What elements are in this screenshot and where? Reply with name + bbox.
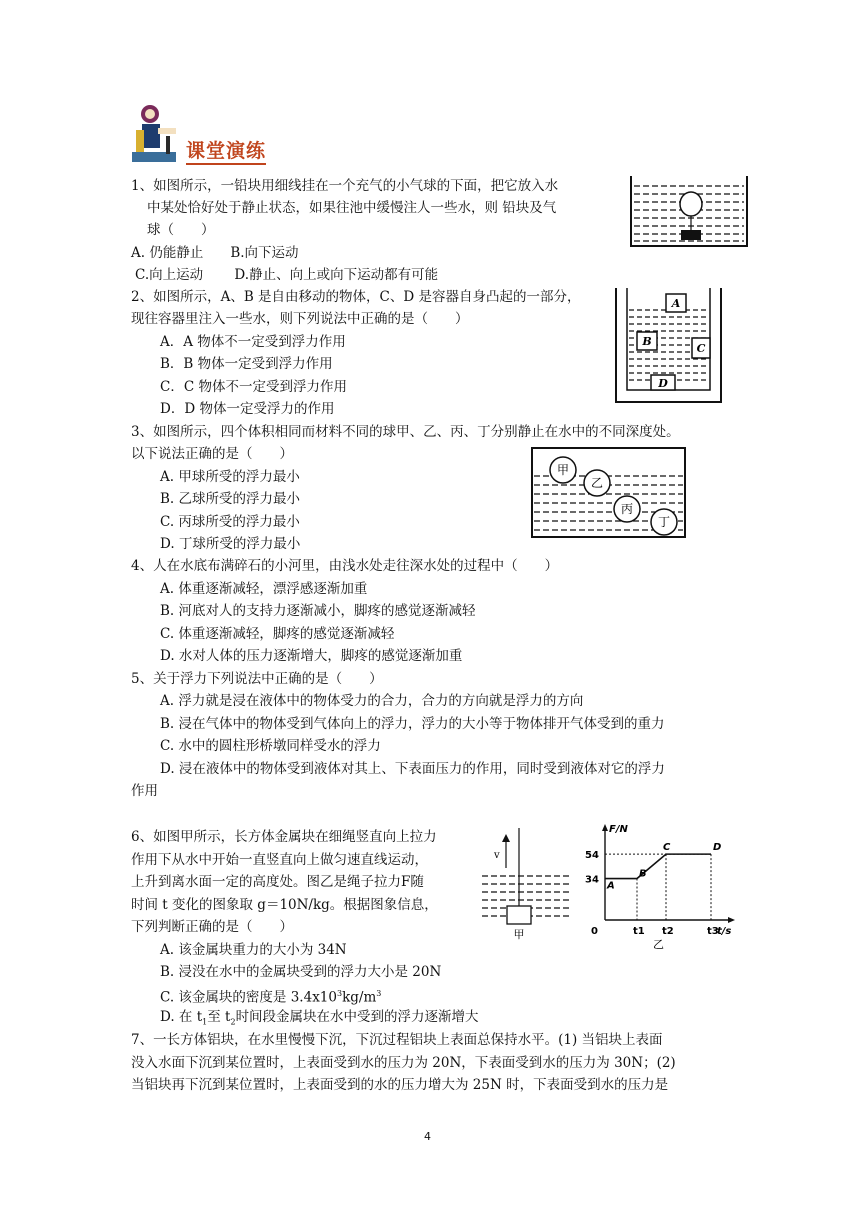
q3-line-1: 3、如图所示，四个体积相同而材料不同的球甲、乙、丙、丁分别静止在水中的不同深度处。: [131, 424, 680, 440]
point-label-C: C: [663, 842, 671, 854]
q2-option-a: A．A 物体不一定受到浮力作用: [160, 334, 346, 350]
q6-option-a: A. 该金属块重力的大小为 34N: [160, 942, 347, 958]
q2-option-d: D．D 物体一定受浮力的作用: [160, 401, 335, 417]
label-a: A: [671, 297, 681, 310]
section-banner: [128, 100, 288, 166]
q6-option-d: D. 在 $t_1$至 $t_2$时间段金属块在水中受到的浮力逐渐增大: [160, 1009, 479, 1027]
y-tick-34: 34: [585, 874, 599, 886]
q6-chart: [583, 818, 739, 952]
q6-line-4: 时间 t 变化的图象取 g＝10N/kg。根据图象信息，: [131, 897, 438, 913]
q3-option-c: C. 丙球所受的浮力最小: [160, 514, 300, 530]
point-label-A: A: [607, 880, 615, 892]
teacher-icon: [128, 100, 188, 166]
page-number: 4: [424, 1130, 431, 1143]
label-b: B: [642, 335, 652, 348]
x-tick-t1: t1: [633, 926, 645, 937]
origin-label: 0: [591, 926, 598, 937]
x-tick-t3: t3: [707, 926, 719, 937]
q5-option-b: B. 浸在气体中的物体受到气体向上的浮力，浮力的大小等于物体排开气体受到的重力: [160, 716, 665, 732]
lead-block-shape: [681, 230, 701, 240]
q7-line-2: 没入水面下沉到某位置时，上表面受到水的压力为 20N，下表面受到水的压力为 30N；(2): [131, 1055, 676, 1071]
q4-option-c: C. 体重逐渐减轻，脚疼的感觉逐渐减轻: [160, 626, 395, 642]
q3-option-d: D. 丁球所受的浮力最小: [160, 536, 301, 552]
q7-line-3: 当铝块再下沉到某位置时，上表面受到的水的压力增大为 25N 时，下表面受到水的压力是: [131, 1077, 669, 1093]
q3-line-2: 以下说法正确的是（ ）: [131, 446, 293, 462]
point-label-D: D: [713, 842, 722, 854]
q2-option-c: C．C 物体不一定受到浮力作用: [160, 379, 347, 395]
q5-option-d-cont: 作用: [131, 783, 158, 799]
q6-figure-jia: [480, 826, 574, 940]
velocity-arrow-icon: [502, 834, 510, 842]
q6-line-3: 上升到离水面一定的高度处。图乙是绳子拉力F随: [131, 874, 424, 890]
q5-line-1: 5、关于浮力下列说法中正确的是（ ）: [131, 671, 383, 687]
q3-option-b: B. 乙球所受的浮力最小: [160, 491, 301, 507]
x-axis-label: t/s: [717, 926, 732, 937]
q6-option-c: C. 该金属块的密度是 $3.4x10^3kg/m^3$: [160, 989, 382, 1006]
q7-line-1: 7、一长方体铝块，在水里慢慢下沉，下沉过程铝块上表面总保持水平。(1) 当铝块上表面: [131, 1032, 663, 1048]
fig-jia-caption: 甲: [513, 928, 525, 940]
point-label-B: B: [639, 868, 647, 880]
q1-line-2: 中某处恰好处于静止状态，如果往池中缓慢注人一些水，则 铅块及气: [147, 200, 557, 216]
q1-figure: [629, 174, 751, 250]
q5-option-a: A. 浮力就是浸在液体中的物体受力的合力，合力的方向就是浮力的方向: [160, 693, 584, 709]
q2-option-b: B．B 物体一定受到浮力作用: [160, 356, 333, 372]
q5-option-c: C. 水中的圆柱形桥墩同样受水的浮力: [160, 738, 381, 754]
q4-line-1: 4、人在水底布满碎石的小河里，由浅水处走往深水处的过程中（ ）: [131, 558, 559, 574]
q1-option-cd: C.向上运动 D.静止、向上或向下运动都有可能: [135, 267, 439, 283]
q4-option-b: B. 河底对人的支持力逐渐减小，脚疼的感觉逐渐减轻: [160, 603, 476, 619]
q6-line-5: 下列判断正确的是（ ）: [131, 919, 293, 935]
force-series-line: [605, 854, 711, 878]
y-tick-54: 54: [585, 850, 599, 862]
q4-option-d: D. 水对人体的压力逐渐增大，脚疼的感觉逐渐加重: [160, 648, 463, 664]
x-tick-t2: t2: [662, 926, 674, 937]
section-title: 课堂演练: [186, 136, 266, 165]
q6-line-2: 作用下从水中开始一直竖直向上做匀速直线运动，: [131, 852, 428, 868]
x-axis-arrow-icon: [728, 917, 735, 923]
q2-line-1: 2、如图所示，A、B 是自由移动的物体，C、D 是容器自身凸起的一部分，: [131, 289, 581, 305]
q1-option-ab: A. 仍能静止 B.向下运动: [131, 245, 299, 261]
q2-line-2: 现往容器里注入一些水，则下列说法中正确的是（ ）: [131, 311, 469, 327]
q2-figure: [613, 286, 725, 408]
q4-option-a: A. 体重逐渐减轻，漂浮感逐渐加重: [160, 581, 368, 597]
ball-label-jia: 甲: [556, 463, 570, 477]
q5-option-d: D. 浸在液体中的物体受到液体对其上、下表面压力的作用，同时受到液体对它的浮力: [160, 761, 665, 777]
y-axis-arrow-icon: [602, 824, 608, 831]
y-axis-label: F/N: [609, 824, 628, 835]
ball-label-yi: 乙: [590, 476, 604, 490]
ball-label-bing: 丙: [620, 502, 634, 516]
q1-line-1: 1、如图所示，一铅块用细线挂在一个充气的小气球的下面，把它放入水: [131, 178, 559, 194]
q3-figure: [530, 446, 688, 540]
q1-line-3: 球（ ）: [147, 222, 215, 238]
q6-line-1: 6、如图甲所示，长方体金属块在细绳竖直向上拉力: [131, 829, 437, 845]
balloon-shape: [680, 192, 702, 216]
ball-label-ding: 丁: [657, 515, 671, 529]
q6-option-b: B. 浸没在水中的金属块受到的浮力大小是 20N: [160, 964, 442, 980]
velocity-label: v: [494, 850, 500, 861]
label-d: D: [658, 377, 668, 390]
q3-option-a: A. 甲球所受的浮力最小: [160, 469, 300, 485]
fig-yi-caption: 乙: [653, 938, 664, 951]
metal-block-shape: [507, 906, 531, 924]
label-c: C: [696, 342, 706, 355]
